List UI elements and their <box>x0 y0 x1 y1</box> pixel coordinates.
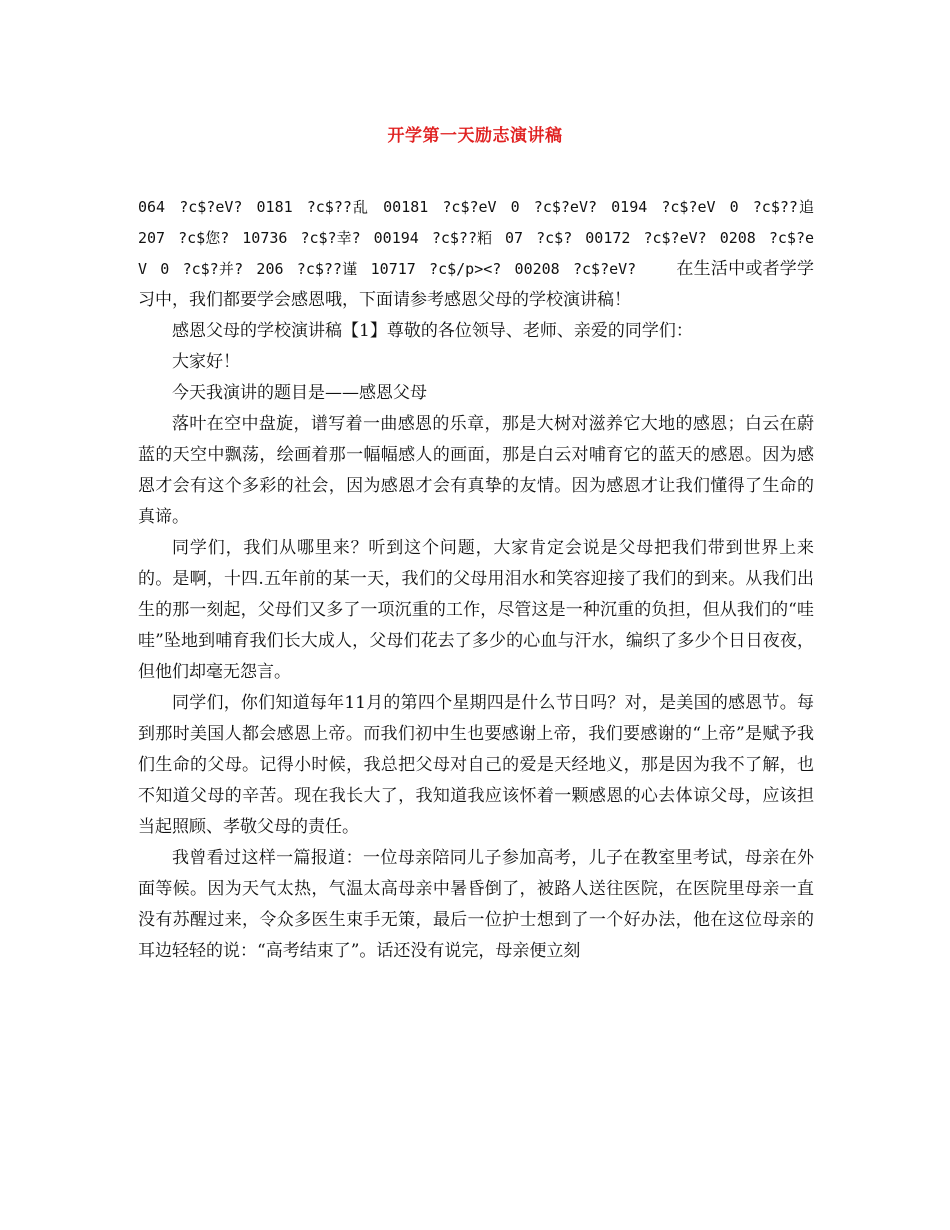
body-paragraph: 落叶在空中盘旋，谱写着一曲感恩的乐章，那是大树对滋养它大地的感恩；白云在蔚蓝的天空中飘荡，绘画着那一幅幅感人的画面，那是白云对哺育它的蓝天的感恩。因为感恩才会有这个多彩的社会，因为感恩才会有真挚的友情。因为感恩才让我们懂得了生命的真谛。 <box>138 414 814 527</box>
body-paragraph: 同学们，我们从哪里来？听到这个问题，大家肯定会说是父母把我们带到世界上来的。是啊，十四.五年前的某一天，我们的父母用泪水和笑容迎接了我们的到来。从我们出生的那一刻起，父母们又多了一项沉重的工作，尽管这是一种沉重的负担，但从我们的“哇哇”坠地到哺育我们长大成人，父母们花去了多少的心血与汗水，编织了多少个日日夜夜，但他们却毫无怨言。 <box>138 538 814 682</box>
body-paragraph: 感恩父母的学校演讲稿【1】尊敬的各位领导、老师、亲爱的同学们： <box>172 321 693 341</box>
intro-text: 在生活中或者学学习中，我们都要学会感恩哦，下面请参考感恩父母的学校演讲稿！ <box>138 259 814 310</box>
body-paragraph: 我曾看过这样一篇报道：一位母亲陪同儿子参加高考，儿子在教室里考试，母亲在外面等候。因为天气太热，气温太高母亲中暑昏倒了，被路人送往医院，在医院里母亲一直没有苏醒过来，令众多医生束手无策，最后一位护士想到了一个好办法，他在这位母亲的耳边轻轻的说：“高考结束了”。话还没有说完，母亲便立刻 <box>138 848 814 961</box>
body-paragraph: 大家好！ <box>172 352 240 372</box>
body-paragraph: 同学们，你们知道每年11月的第四个星期四是什么节日吗？对，是美国的感恩节。每到那时美国人都会感恩上帝。而我们初中生也要感谢上帝，我们要感谢的“上帝”是赋予我们生命的父母。记得小时候，我总把父母对自己的爱是天经地义，那是因为我不了解，也不知道父母的辛苦。现在我长大了，我知道我应该怀着一颗感恩的心去体谅父母，应该担当起照顾、孝敬父母的责任。 <box>138 693 814 837</box>
document-title: 开学第一天励志演讲稿 <box>387 126 563 146</box>
intro-paragraph <box>138 192 814 316</box>
garbled-text: 064 ?c$?eV? 0181 ?c$??乱 00181 ?c$?eV 0 ?c$?eV? 0194 ?c$?eV 0 ?c$??追 207 ?c$您? 10736 ?c$?幸? 00194 ?c$??粨 07 ?c$? 00172 ?c$?eV? 0208 ?c$?eV 0 ?c$?并? 206 ?c$??谨 10717 ?c$/p><? 00208 ?c$?eV? <box>138 198 814 278</box>
body-paragraph: 今天我演讲的题目是——感恩父母 <box>172 383 427 403</box>
document-body <box>138 192 814 967</box>
